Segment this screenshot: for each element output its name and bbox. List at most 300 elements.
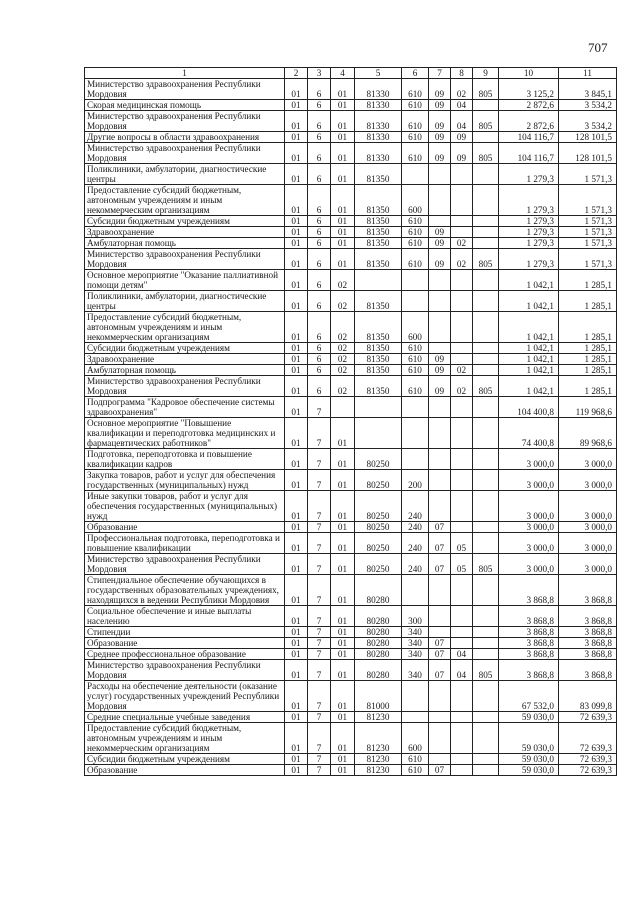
code-cell: 240 [402, 491, 429, 522]
code-cell: 7 [308, 397, 331, 418]
row-name-cell: Министерство здравоохранения Республики Мордовия [85, 143, 285, 164]
code-cell: 6 [308, 376, 331, 397]
code-cell [429, 312, 451, 343]
column-header-7: 7 [429, 68, 451, 79]
row-name-cell: Амбулаторная помощь [85, 238, 285, 249]
code-cell: 02 [331, 312, 355, 343]
code-cell: 01 [285, 100, 308, 111]
amount-cell: 3 000,0 [559, 491, 617, 522]
row-name-cell: Министерство здравоохранения Республики Мордовия [85, 249, 285, 270]
table-row [85, 291, 617, 312]
code-cell: 81350 [355, 312, 402, 343]
amount-cell: 1 285,1 [559, 354, 617, 365]
code-cell: 01 [331, 418, 355, 449]
amount-cell: 67 532,0 [499, 681, 559, 712]
table-row [85, 627, 617, 638]
amount-cell: 72 639,3 [559, 765, 617, 776]
code-cell: 05 [451, 554, 473, 575]
code-cell: 01 [285, 660, 308, 681]
code-cell: 01 [285, 627, 308, 638]
code-cell [429, 185, 451, 216]
column-header-5: 5 [355, 68, 402, 79]
code-cell: 01 [331, 449, 355, 470]
code-cell: 01 [285, 554, 308, 575]
code-cell: 6 [308, 79, 331, 100]
code-cell: 01 [331, 111, 355, 132]
code-cell [402, 681, 429, 712]
row-name-cell: Средние специальные учебные заведения [85, 712, 285, 723]
page-number: 707 [588, 40, 608, 55]
code-cell: 6 [308, 354, 331, 365]
code-cell: 80280 [355, 627, 402, 638]
amount-cell: 1 279,3 [499, 216, 559, 227]
amount-cell: 3 868,8 [499, 649, 559, 660]
table-row [85, 554, 617, 575]
amount-cell: 104 116,7 [499, 143, 559, 164]
code-cell: 6 [308, 365, 331, 376]
code-cell: 7 [308, 491, 331, 522]
table-body [85, 79, 617, 776]
code-cell: 81350 [355, 238, 402, 249]
code-cell: 01 [285, 312, 308, 343]
table-row [85, 449, 617, 470]
code-cell [429, 449, 451, 470]
amount-cell: 3 000,0 [559, 522, 617, 533]
code-cell: 01 [331, 216, 355, 227]
table-row [85, 111, 617, 132]
code-cell: 610 [402, 343, 429, 354]
amount-cell: 1 279,3 [499, 185, 559, 216]
code-cell: 01 [285, 649, 308, 660]
code-cell: 01 [285, 270, 308, 291]
code-cell: 7 [308, 606, 331, 627]
table-row [85, 491, 617, 522]
row-name-cell: Среднее профессиональное образование [85, 649, 285, 660]
code-cell: 01 [285, 365, 308, 376]
code-cell: 07 [429, 533, 451, 554]
code-cell [473, 627, 499, 638]
code-cell: 07 [429, 554, 451, 575]
amount-cell: 3 125,2 [499, 79, 559, 100]
row-name-cell: Подготовка, переподготовка и повышение квалификации кадров [85, 449, 285, 470]
amount-cell: 1 042,1 [499, 270, 559, 291]
code-cell [429, 470, 451, 491]
code-cell [451, 270, 473, 291]
code-cell: 6 [308, 270, 331, 291]
code-cell: 07 [429, 765, 451, 776]
code-cell [429, 627, 451, 638]
amount-cell: 59 030,0 [499, 765, 559, 776]
table-row [85, 270, 617, 291]
code-cell: 240 [402, 522, 429, 533]
code-cell: 01 [331, 79, 355, 100]
code-cell: 6 [308, 185, 331, 216]
code-cell: 01 [285, 238, 308, 249]
code-cell: 80280 [355, 575, 402, 606]
amount-cell: 1 285,1 [559, 343, 617, 354]
code-cell [473, 365, 499, 376]
code-cell: 01 [331, 765, 355, 776]
code-cell: 02 [331, 343, 355, 354]
row-name-cell: Поликлиники, амбулатории, диагностические центры [85, 291, 285, 312]
table-row [85, 376, 617, 397]
code-cell [355, 397, 402, 418]
code-cell [451, 449, 473, 470]
amount-cell: 2 872,6 [499, 100, 559, 111]
code-cell: 01 [285, 185, 308, 216]
amount-cell: 1 279,3 [499, 238, 559, 249]
code-cell [451, 491, 473, 522]
amount-cell: 3 000,0 [499, 533, 559, 554]
amount-cell: 128 101,5 [559, 143, 617, 164]
code-cell: 07 [429, 649, 451, 660]
code-cell: 80250 [355, 470, 402, 491]
row-name-cell: Образование [85, 638, 285, 649]
code-cell: 300 [402, 606, 429, 627]
code-cell: 07 [429, 660, 451, 681]
code-cell: 01 [331, 627, 355, 638]
code-cell: 81350 [355, 216, 402, 227]
code-cell: 7 [308, 681, 331, 712]
amount-cell: 59 030,0 [499, 754, 559, 765]
code-cell: 01 [285, 723, 308, 754]
code-cell: 09 [429, 365, 451, 376]
code-cell [429, 723, 451, 754]
code-cell [473, 606, 499, 627]
amount-cell: 3 868,8 [559, 627, 617, 638]
code-cell: 7 [308, 712, 331, 723]
code-cell: 04 [451, 660, 473, 681]
table-header-row [85, 68, 617, 79]
code-cell [473, 270, 499, 291]
code-cell: 02 [451, 376, 473, 397]
code-cell: 01 [285, 249, 308, 270]
amount-cell: 59 030,0 [499, 712, 559, 723]
code-cell: 610 [402, 143, 429, 164]
amount-cell: 3 868,8 [499, 606, 559, 627]
code-cell: 01 [331, 132, 355, 143]
code-cell: 80280 [355, 660, 402, 681]
code-cell: 01 [285, 754, 308, 765]
code-cell [402, 418, 429, 449]
amount-cell: 3 534,2 [559, 111, 617, 132]
row-name-cell: Основное мероприятие "Оказание паллиативной помощи детям" [85, 270, 285, 291]
column-header-8: 8 [451, 68, 473, 79]
code-cell: 80280 [355, 606, 402, 627]
code-cell: 01 [331, 723, 355, 754]
code-cell [473, 681, 499, 712]
code-cell: 81350 [355, 376, 402, 397]
row-name-cell: Поликлиники, амбулатории, диагностические центры [85, 164, 285, 185]
code-cell: 09 [429, 249, 451, 270]
code-cell [429, 270, 451, 291]
amount-cell: 72 639,3 [559, 754, 617, 765]
code-cell [429, 491, 451, 522]
code-cell: 610 [402, 227, 429, 238]
table-row [85, 723, 617, 754]
code-cell [429, 754, 451, 765]
code-cell: 01 [331, 143, 355, 164]
code-cell [402, 397, 429, 418]
code-cell [473, 343, 499, 354]
amount-cell: 3 000,0 [499, 470, 559, 491]
code-cell: 7 [308, 418, 331, 449]
code-cell: 610 [402, 238, 429, 249]
amount-cell: 3 868,8 [559, 606, 617, 627]
code-cell: 80250 [355, 533, 402, 554]
code-cell: 07 [429, 638, 451, 649]
code-cell: 01 [285, 491, 308, 522]
code-cell: 01 [331, 681, 355, 712]
table-row [85, 354, 617, 365]
table-row [85, 638, 617, 649]
table-row [85, 470, 617, 491]
amount-cell: 1 042,1 [499, 365, 559, 376]
code-cell: 01 [331, 100, 355, 111]
code-cell: 7 [308, 765, 331, 776]
code-cell [402, 712, 429, 723]
amount-cell: 104 116,7 [499, 132, 559, 143]
row-name-cell: Здравоохранение [85, 227, 285, 238]
code-cell: 01 [331, 238, 355, 249]
amount-cell: 1 279,3 [499, 164, 559, 185]
code-cell [451, 723, 473, 754]
row-name-cell: Другие вопросы в области здравоохранения [85, 132, 285, 143]
code-cell: 240 [402, 533, 429, 554]
code-cell: 805 [473, 111, 499, 132]
code-cell [473, 449, 499, 470]
code-cell: 09 [429, 376, 451, 397]
code-cell: 01 [285, 216, 308, 227]
code-cell [473, 754, 499, 765]
code-cell [429, 418, 451, 449]
row-name-cell: Министерство здравоохранения Республики Мордовия [85, 376, 285, 397]
code-cell: 6 [308, 164, 331, 185]
table-row [85, 227, 617, 238]
code-cell: 09 [429, 238, 451, 249]
amount-cell: 3 868,8 [559, 575, 617, 606]
code-cell: 340 [402, 638, 429, 649]
code-cell [402, 270, 429, 291]
code-cell: 610 [402, 765, 429, 776]
code-cell [473, 522, 499, 533]
code-cell [473, 765, 499, 776]
code-cell: 01 [285, 449, 308, 470]
table-row [85, 418, 617, 449]
code-cell: 01 [331, 754, 355, 765]
code-cell: 610 [402, 249, 429, 270]
code-cell: 07 [429, 522, 451, 533]
amount-cell: 1 042,1 [499, 376, 559, 397]
code-cell [473, 638, 499, 649]
code-cell [473, 132, 499, 143]
code-cell [429, 397, 451, 418]
amount-cell: 3 000,0 [559, 470, 617, 491]
column-header-3: 3 [308, 68, 331, 79]
table-row [85, 312, 617, 343]
code-cell: 01 [285, 227, 308, 238]
row-name-cell: Закупка товаров, работ и услуг для обеспечения государственных (муниципальных) нужд [85, 470, 285, 491]
code-cell: 7 [308, 638, 331, 649]
code-cell [402, 164, 429, 185]
code-cell: 02 [451, 79, 473, 100]
code-cell: 02 [451, 238, 473, 249]
code-cell [473, 470, 499, 491]
code-cell [451, 712, 473, 723]
code-cell: 01 [331, 533, 355, 554]
amount-cell: 2 872,6 [499, 111, 559, 132]
code-cell [473, 575, 499, 606]
table-row [85, 681, 617, 712]
table-row [85, 606, 617, 627]
code-cell: 600 [402, 185, 429, 216]
code-cell: 80250 [355, 554, 402, 575]
code-cell: 81350 [355, 291, 402, 312]
code-cell: 01 [285, 132, 308, 143]
code-cell: 81230 [355, 765, 402, 776]
table-row [85, 765, 617, 776]
table-row [85, 343, 617, 354]
code-cell [473, 533, 499, 554]
amount-cell: 89 968,6 [559, 418, 617, 449]
code-cell [451, 312, 473, 343]
code-cell [451, 470, 473, 491]
amount-cell: 1 285,1 [559, 270, 617, 291]
code-cell [473, 723, 499, 754]
code-cell [451, 227, 473, 238]
table-row [85, 132, 617, 143]
table-row [85, 100, 617, 111]
amount-cell: 1 279,3 [499, 249, 559, 270]
code-cell: 01 [331, 554, 355, 575]
amount-cell: 1 285,1 [559, 376, 617, 397]
code-cell [429, 291, 451, 312]
code-cell [473, 291, 499, 312]
amount-cell: 3 868,8 [499, 627, 559, 638]
code-cell [451, 606, 473, 627]
code-cell: 7 [308, 554, 331, 575]
code-cell: 610 [402, 376, 429, 397]
code-cell [473, 216, 499, 227]
code-cell [451, 754, 473, 765]
code-cell: 80280 [355, 638, 402, 649]
code-cell: 6 [308, 238, 331, 249]
row-name-cell: Стипендии [85, 627, 285, 638]
code-cell: 09 [429, 100, 451, 111]
amount-cell: 1 042,1 [499, 354, 559, 365]
code-cell: 600 [402, 312, 429, 343]
code-cell: 805 [473, 554, 499, 575]
table-row [85, 397, 617, 418]
code-cell: 6 [308, 343, 331, 354]
code-cell: 09 [429, 79, 451, 100]
row-name-cell: Профессиональная подготовка, переподготовка и повышение квалификации [85, 533, 285, 554]
amount-cell: 3 000,0 [559, 533, 617, 554]
row-name-cell: Скорая медицинская помощь [85, 100, 285, 111]
code-cell: 6 [308, 111, 331, 132]
code-cell: 01 [285, 681, 308, 712]
code-cell: 610 [402, 365, 429, 376]
code-cell: 01 [285, 354, 308, 365]
amount-cell: 1 285,1 [559, 291, 617, 312]
code-cell: 01 [331, 638, 355, 649]
row-name-cell: Здравоохранение [85, 354, 285, 365]
code-cell: 805 [473, 79, 499, 100]
code-cell [451, 291, 473, 312]
code-cell: 6 [308, 216, 331, 227]
code-cell: 7 [308, 522, 331, 533]
code-cell [429, 575, 451, 606]
row-name-cell: Министерство здравоохранения Республики Мордовия [85, 554, 285, 575]
code-cell: 81350 [355, 185, 402, 216]
code-cell [451, 343, 473, 354]
code-cell: 7 [308, 649, 331, 660]
code-cell: 81350 [355, 164, 402, 185]
code-cell [473, 100, 499, 111]
code-cell: 01 [285, 343, 308, 354]
code-cell [402, 449, 429, 470]
column-header-1: 1 [85, 68, 285, 79]
code-cell [451, 627, 473, 638]
code-cell: 02 [331, 354, 355, 365]
row-name-cell: Основное мероприятие "Повышение квалификации и переподготовка медицинских и фармацевтических работников" [85, 418, 285, 449]
amount-cell: 3 534,2 [559, 100, 617, 111]
row-name-cell: Субсидии бюджетным учреждениям [85, 216, 285, 227]
code-cell [331, 397, 355, 418]
code-cell [473, 491, 499, 522]
row-name-cell: Расходы на обеспечение деятельности (оказание услуг) государственных учреждений Республики Мордовия [85, 681, 285, 712]
code-cell: 7 [308, 660, 331, 681]
row-name-cell: Субсидии бюджетным учреждениям [85, 754, 285, 765]
code-cell: 6 [308, 291, 331, 312]
code-cell: 81330 [355, 79, 402, 100]
amount-cell: 3 000,0 [499, 491, 559, 522]
row-name-cell: Образование [85, 765, 285, 776]
code-cell: 610 [402, 132, 429, 143]
code-cell: 80280 [355, 649, 402, 660]
code-cell: 610 [402, 100, 429, 111]
code-cell: 81330 [355, 143, 402, 164]
table-row [85, 238, 617, 249]
amount-cell: 59 030,0 [499, 723, 559, 754]
row-name-cell: Субсидии бюджетным учреждениям [85, 343, 285, 354]
code-cell: 805 [473, 143, 499, 164]
code-cell [451, 397, 473, 418]
amount-cell: 1 571,3 [559, 164, 617, 185]
amount-cell: 119 968,6 [559, 397, 617, 418]
code-cell: 09 [429, 227, 451, 238]
table-row [85, 164, 617, 185]
code-cell: 610 [402, 216, 429, 227]
amount-cell: 3 868,8 [559, 638, 617, 649]
code-cell: 805 [473, 660, 499, 681]
code-cell [473, 397, 499, 418]
code-cell: 01 [285, 79, 308, 100]
table-row [85, 575, 617, 606]
code-cell [451, 418, 473, 449]
row-name-cell: Предоставление субсидий бюджетным, автономным учреждениям и иным некоммерческим организациям [85, 185, 285, 216]
column-header-9: 9 [473, 68, 499, 79]
code-cell [451, 354, 473, 365]
amount-cell: 1 571,3 [559, 238, 617, 249]
code-cell [473, 354, 499, 365]
amount-cell: 1 042,1 [499, 291, 559, 312]
amount-cell: 1 285,1 [559, 365, 617, 376]
code-cell: 6 [308, 143, 331, 164]
code-cell: 01 [285, 291, 308, 312]
code-cell: 805 [473, 249, 499, 270]
code-cell: 81350 [355, 227, 402, 238]
